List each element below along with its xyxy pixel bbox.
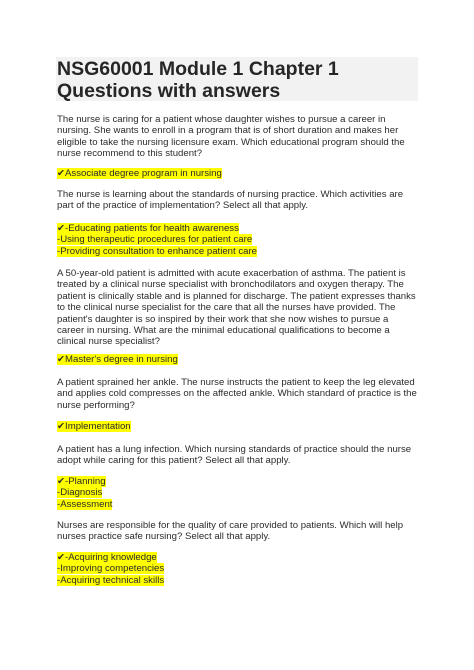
document-title-line-1: NSG60001 Module 1 Chapter 1 <box>57 58 339 80</box>
answer-line: ✔-Educating patients for health awareness <box>57 223 239 234</box>
question-text-line: nurse recommend to this student? <box>57 148 203 160</box>
answer-line: -Providing consultation to enhance patient care <box>57 245 257 257</box>
question-text-line: patient is clinically stable and is planned for discharge. The patient expresses thanks <box>57 290 416 302</box>
document-title-line-2: Questions with answers <box>57 80 281 102</box>
question-text-line: The nurse is caring for a patient whose daughter wishes to pursue a career in <box>57 114 386 125</box>
answer-line: ✔Associate degree program in nursing <box>57 168 222 179</box>
question-text-line: nurse performing? <box>57 399 135 411</box>
question-text-line: and applies cold compresses on the affected ankle. Which standard of practice is the <box>57 388 417 400</box>
question-text-line: patient's daughter is so inspired by their work that she now wishes to pursue a <box>57 313 389 325</box>
question-text-line: A patient sprained her ankle. The nurse instructs the patient to keep the leg elevated <box>57 377 415 388</box>
question-text-line: career in nursing. What are the minimal educational qualifications to become a <box>57 325 390 336</box>
question-text-line: nurses practice safe nursing? Select all that apply. <box>57 531 271 543</box>
question-text-line: The nurse is learning about the standards of nursing practice. Which activities are <box>57 189 404 200</box>
question-text-line: adopt while caring for this patient? Select all that apply. <box>57 455 291 467</box>
answer-line: -Improving competencies <box>57 563 165 575</box>
answer-line: ✔-Acquiring knowledge <box>57 552 157 563</box>
answer-line: -Diagnosis <box>57 487 103 499</box>
question-text-line: nursing. She wants to enroll in a program that is of short duration and makes her <box>57 125 399 137</box>
question-text-line: treated by a clinical nurse specialist with bronchodilators and oxygen therapy. The <box>57 279 404 291</box>
question-text-line: clinical nurse specialist? <box>57 336 160 348</box>
answer-line: -Acquiring technical skills <box>57 574 165 586</box>
answer-line: -Using therapeutic procedures for patient care <box>57 234 253 246</box>
answer-line: ✔Implementation <box>57 421 131 432</box>
question-text-line: to the clinical nurse specialist for the care that all the nurses have provided. The <box>57 302 396 314</box>
question-text-line: part of the practice of implementation? Select all that apply. <box>57 200 308 212</box>
answer-line: ✔-Planning <box>57 476 106 487</box>
answer-line: -Assessment <box>57 498 113 510</box>
question-text-line: Nurses are responsible for the quality of care provided to patients. Which will help <box>57 520 404 531</box>
question-text-line: eligible to take the nursing licensure exam. Which educational program should the <box>57 136 405 148</box>
answer-line: ✔Master's degree in nursing <box>57 354 178 365</box>
question-text-line: A patient has a lung infection. Which nursing standards of practice should the nurse <box>57 444 412 455</box>
question-text-line: A 50-year-old patient is admitted with acute exacerbation of asthma. The patient is <box>57 268 406 279</box>
